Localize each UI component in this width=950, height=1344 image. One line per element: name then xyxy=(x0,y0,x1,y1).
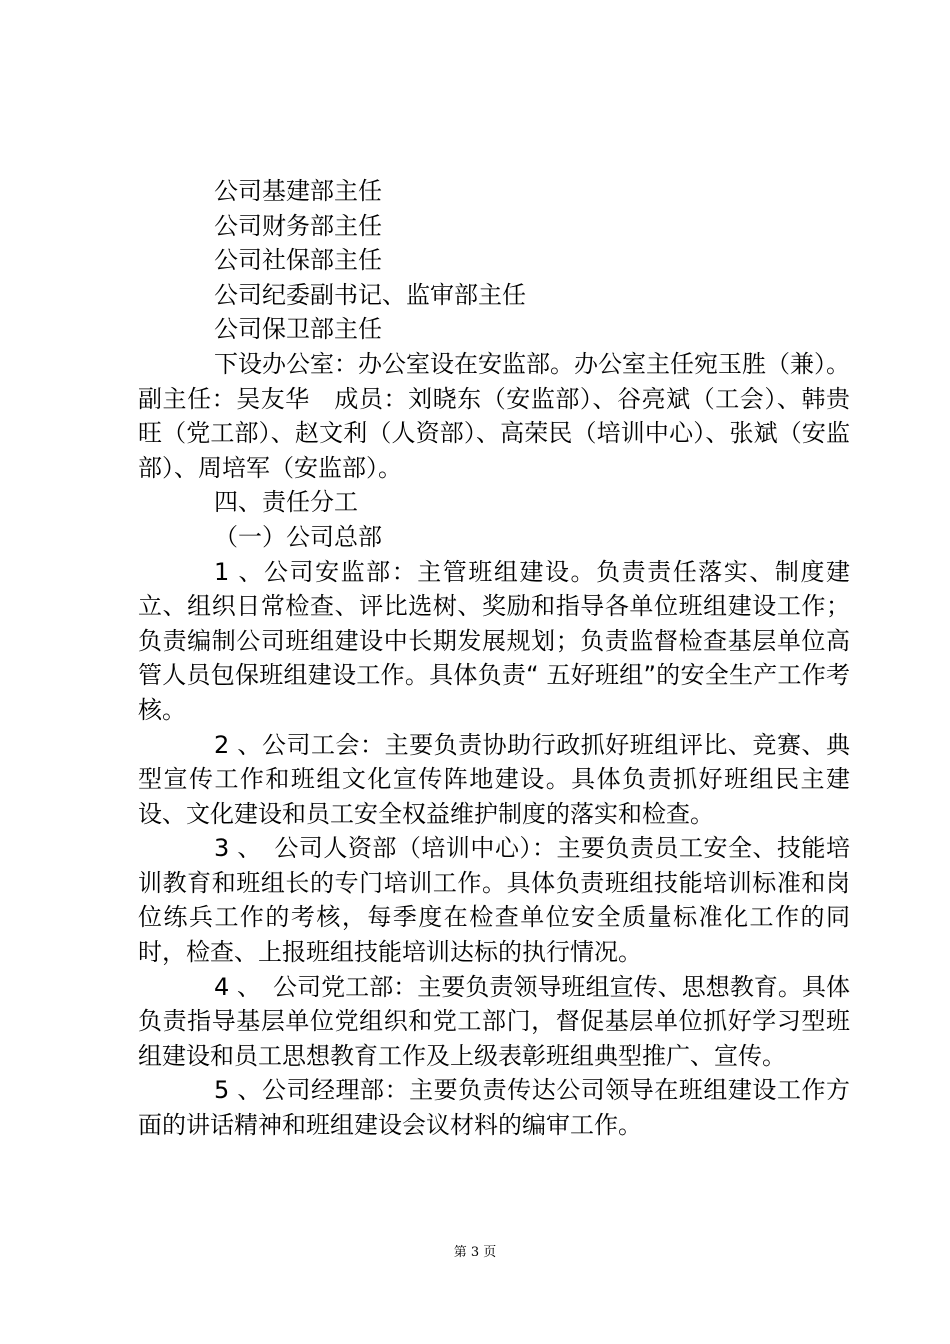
page-number: 第 3 页 xyxy=(453,1245,497,1260)
office-paragraph: 下设办公室：办公室设在安监部。办公室主任宛玉胜（兼）。副主任：吴友华 成员：刘晓东（安监部）、谷亮斌（工会）、韩贵旺（党工部）、赵文利（人资部）、高荣民（培训中心）、张斌（安监部）、周培军（安监部）。 xyxy=(138,349,850,482)
member-line: 公司基建部主任 xyxy=(214,177,382,205)
member-line: 公司社保部主任 xyxy=(214,246,382,275)
member-line: 公司纪委副书记、监审部主任 xyxy=(214,280,526,309)
duty-paragraph-2: 2 、公司工会：主要负责协助行政抓好班组评比、竞赛、典型宣传工作和班组文化宣传阵地建设。具体负责抓好班组民主建设、文化建设和员工安全权益维护制度的落实和检查。 xyxy=(138,730,850,828)
duty-paragraph-1: 1 、公司安监部：主管班组建设。负责责任落实、制度建立、组织日常检查、评比选树、奖励和指导各单位班组建设工作；负责编制公司班组建设中长期发展规划；负责监督检查基层单位高管人员包保班组建设工作。具体负责“ 五好班组”的安全生产工作考核。 xyxy=(138,557,850,724)
duty-paragraph-4: 4 、 公司党工部：主要负责领导班组宣传、思想教育。具体负责指导基层单位党组织和党工部门，督促基层单位抓好学习型班组建设和员工思想教育工作及上级表彰班组典型推广、宣传。 xyxy=(138,972,850,1070)
subsection-heading: （一）公司总部 xyxy=(214,522,382,551)
duty-paragraph-3: 3 、 公司人资部（培训中心）：主要负责员工安全、技能培训教育和班组长的专门培训工作。具体负责班组技能培训标准和岗位练兵工作的考核，每季度在检查单位安全质量标准化工作的同时，检查、上报班组技能培训达标的执行情况。 xyxy=(138,834,850,967)
member-line: 公司财务部主任 xyxy=(214,211,382,240)
member-line: 公司保卫部主任 xyxy=(214,315,382,344)
document-body xyxy=(138,174,850,1143)
duty-paragraph-5: 5 、公司经理部：主要负责传达公司领导在班组建设工作方面的讲话精神和班组建设会议材料的编审工作。 xyxy=(138,1076,850,1140)
section-heading: 四、责任分工 xyxy=(214,488,358,517)
